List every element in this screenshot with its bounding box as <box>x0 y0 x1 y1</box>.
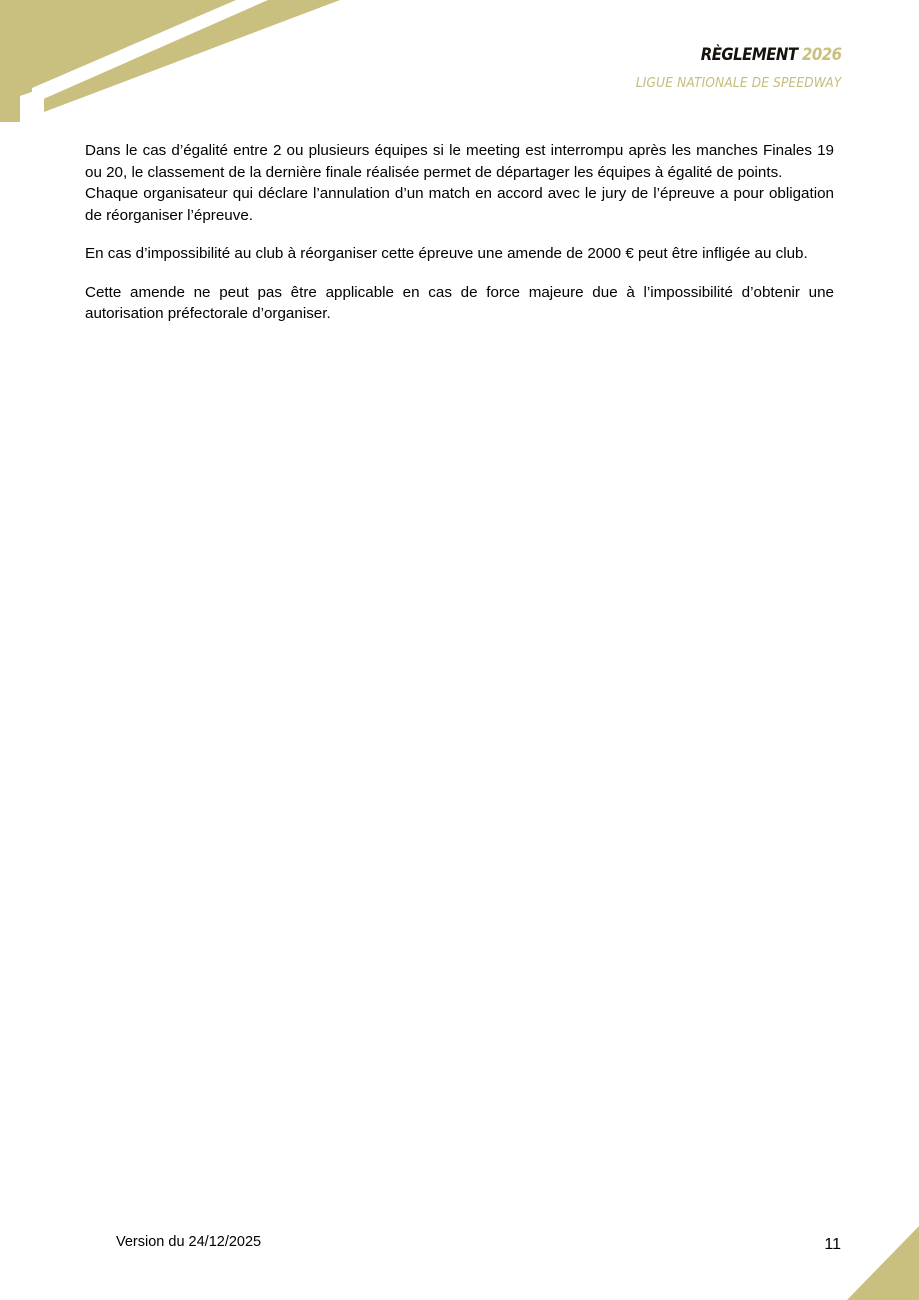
header-title-main: RÈGLEMENT <box>700 45 798 65</box>
footer-gold-triangle <box>811 1226 919 1300</box>
document-body <box>85 140 834 325</box>
footer-version-text: Version du 24/12/2025 <box>116 1234 262 1250</box>
header-title-year: 2026 <box>801 45 841 65</box>
paragraph: Cette amende ne peut pas être applicable en cas de force majeure due à l’impossibilité d’obtenir une autorisation préfectorale d’organiser. <box>85 283 834 322</box>
paragraph: Dans le cas d’égalité entre 2 ou plusieurs équipes si le meeting est interrompu après les manches Finales 19 ou 20, le classement de la dernière finale réalisée permet de départager les équipes à égalité de points. <box>85 142 834 181</box>
paragraph: En cas d’impossibilité au club à réorganiser cette épreuve une amende de 2000 € peut être infligée au club. <box>85 245 808 262</box>
paragraph: Chaque organisateur qui déclare l’annulation d’un match en accord avec le jury de l’épreuve a pour obligation de réorganiser l’épreuve. <box>85 185 834 224</box>
footer-decoration <box>811 1226 919 1300</box>
header-title-line <box>640 47 841 64</box>
footer-page-number: 11 <box>824 1236 841 1253</box>
header-titles <box>613 47 842 91</box>
header-subtitle: LIGUE NATIONALE DE SPEEDWAY <box>635 75 841 91</box>
